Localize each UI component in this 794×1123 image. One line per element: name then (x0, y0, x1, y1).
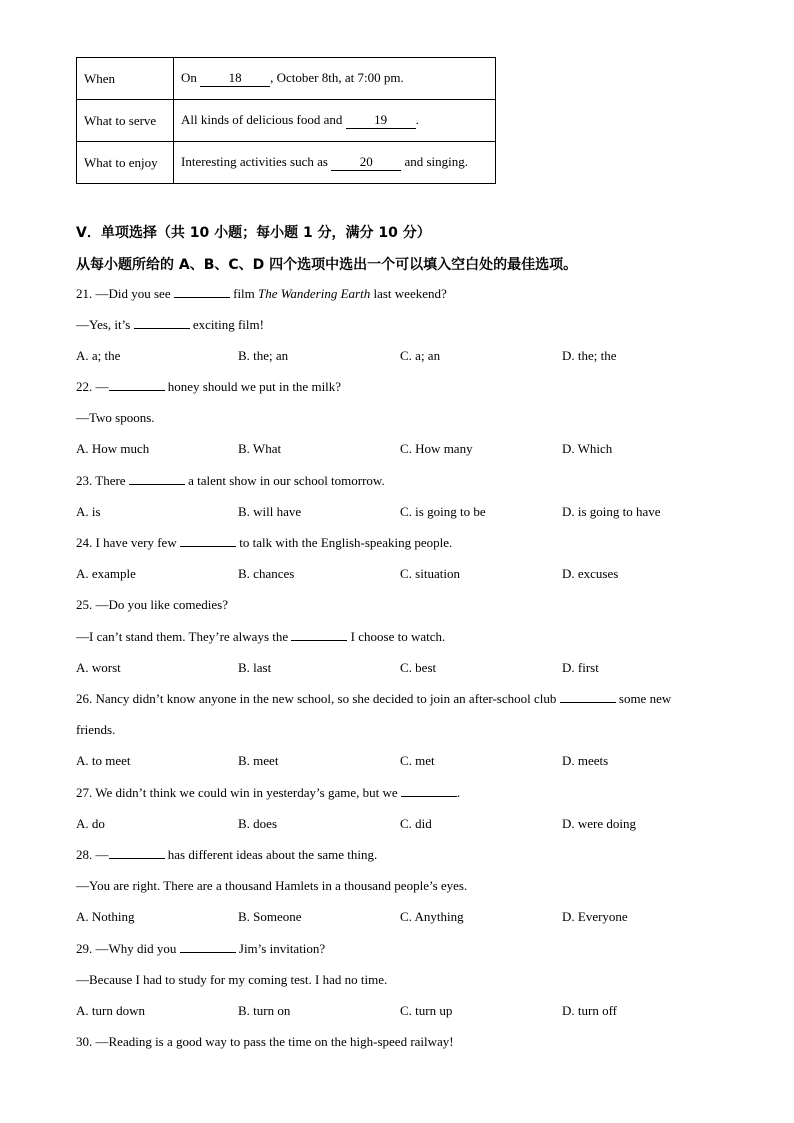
answer-blank (174, 284, 230, 298)
option-d[interactable]: D. meets (562, 753, 609, 768)
option-c[interactable]: C. best (400, 660, 437, 675)
answer-blank (291, 627, 347, 641)
row-label: What to enjoy (77, 142, 174, 184)
row-value: All kinds of delicious food and 19 . (174, 100, 496, 142)
option-a[interactable]: A. example (76, 566, 136, 581)
option-d[interactable]: D. first (562, 660, 599, 675)
answer-blank (134, 315, 190, 329)
question-29-reply: —Because I had to study for my coming test. I had no time. (76, 972, 388, 987)
option-d[interactable]: D. the; the (562, 348, 617, 363)
question-24-options (76, 564, 756, 584)
question-26-options (76, 751, 756, 771)
option-a[interactable]: A. do (76, 816, 105, 831)
table-row (77, 58, 496, 100)
table-row (77, 100, 496, 142)
option-c[interactable]: C. Anything (400, 909, 464, 924)
option-b[interactable]: B. will have (238, 504, 302, 519)
answer-blank-20: 20 (331, 154, 401, 171)
answer-blank (180, 939, 236, 953)
option-a[interactable]: A. worst (76, 660, 121, 675)
answer-blank (109, 377, 165, 391)
option-a[interactable]: A. Nothing (76, 909, 135, 924)
option-c[interactable]: C. How many (400, 441, 473, 456)
question-22-reply: —Two spoons. (76, 410, 155, 425)
option-d[interactable]: D. is going to have (562, 504, 661, 519)
question-29-options (76, 1001, 756, 1021)
question-28-reply: —You are right. There are a thousand Hamlets in a thousand people’s eyes. (76, 878, 468, 893)
option-a[interactable]: A. is (76, 504, 101, 519)
option-a[interactable]: A. to meet (76, 753, 131, 768)
option-b[interactable]: B. last (238, 660, 272, 675)
question-26-stem: 26. Nancy didn’t know anyone in the new school, so she decided to join an after-school club some new (76, 691, 672, 706)
question-29-stem: 29. —Why did you Jim’s invitation? (76, 941, 326, 956)
answer-blank (109, 845, 165, 859)
section-instruction: 从每小题所给的 A、B、C、D 四个选项中选出一个可以填入空白处的最佳选项。 (76, 257, 578, 273)
question-28-options (76, 907, 756, 927)
question-21-reply: —Yes, it’s exciting film! (76, 317, 264, 332)
option-a[interactable]: A. How much (76, 441, 150, 456)
question-25-stem: 25. —Do you like comedies? (76, 597, 228, 612)
option-c[interactable]: C. did (400, 816, 432, 831)
question-22-stem: 22. — honey should we put in the milk? (76, 379, 342, 394)
table-row (77, 142, 496, 184)
option-b[interactable]: B. does (238, 816, 277, 831)
question-21-stem: 21. —Did you see film The Wandering Earth last weekend? (76, 286, 447, 301)
row-value: On 18 , October 8th, at 7:00 pm. (174, 58, 496, 100)
option-b[interactable]: B. Someone (238, 909, 302, 924)
option-c[interactable]: C. situation (400, 566, 460, 581)
question-25-options (76, 658, 756, 678)
option-d[interactable]: D. excuses (562, 566, 619, 581)
question-27-stem: 27. We didn’t think we could win in yesterday’s game, but we . (76, 785, 461, 800)
row-label: When (77, 58, 174, 100)
option-c[interactable]: C. a; an (400, 348, 441, 363)
answer-blank-19: 19 (346, 112, 416, 129)
question-30-stem: 30. —Reading is a good way to pass the time on the high-speed railway! (76, 1034, 454, 1049)
option-b[interactable]: B. the; an (238, 348, 289, 363)
row-value: Interesting activities such as 20 and singing. (174, 142, 496, 184)
question-22-options (76, 439, 756, 459)
option-a[interactable]: A. a; the (76, 348, 121, 363)
question-28-stem: 28. — has different ideas about the same thing. (76, 847, 378, 862)
option-b[interactable]: B. turn on (238, 1003, 291, 1018)
question-27-options (76, 814, 756, 834)
question-23-stem: 23. There a talent show in our school tomorrow. (76, 473, 385, 488)
option-b[interactable]: B. meet (238, 753, 279, 768)
option-d[interactable]: D. turn off (562, 1003, 618, 1018)
question-23-options (76, 502, 756, 522)
question-21-options (76, 346, 756, 366)
option-b[interactable]: B. chances (238, 566, 295, 581)
event-info-table (76, 57, 496, 184)
option-c[interactable]: C. turn up (400, 1003, 453, 1018)
question-25-reply: —I can’t stand them. They’re always the I choose to watch. (76, 629, 446, 644)
question-26-stem-cont: friends. (76, 722, 116, 737)
answer-blank-18: 18 (200, 70, 270, 87)
answer-blank (180, 533, 236, 547)
option-c[interactable]: C. met (400, 753, 435, 768)
answer-blank (129, 471, 185, 485)
option-d[interactable]: D. were doing (562, 816, 637, 831)
option-d[interactable]: D. Everyone (562, 909, 628, 924)
section-title: Ⅴ．单项选择（共 10 小题；每小题 1 分，满分 10 分） (76, 225, 431, 241)
row-label: What to serve (77, 100, 174, 142)
option-c[interactable]: C. is going to be (400, 504, 486, 519)
option-b[interactable]: B. What (238, 441, 282, 456)
option-d[interactable]: D. Which (562, 441, 613, 456)
answer-blank (401, 783, 457, 797)
question-24-stem: 24. I have very few to talk with the English-speaking people. (76, 535, 453, 550)
option-a[interactable]: A. turn down (76, 1003, 145, 1018)
answer-blank (560, 689, 616, 703)
